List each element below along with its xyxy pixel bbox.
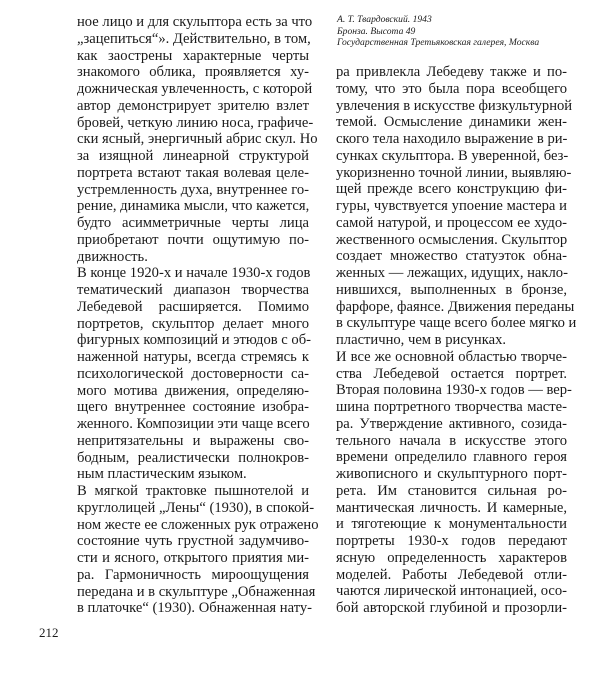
text-line: в платочке“ (1930). Обнаженная нату- xyxy=(77,600,313,617)
text-line: Вторая половина 1930-х годов — вер- xyxy=(336,382,572,399)
text-line: ского тела находило выражение в ри- xyxy=(336,131,568,147)
text-line: увлечения в искусстве физкультурной xyxy=(336,97,573,114)
text-line: пластично, чем в рисунках. xyxy=(336,332,507,348)
text-line: портрета встают такая волевая целе- xyxy=(77,164,309,181)
text-line: бровей, четкую линию носа, графиче- xyxy=(77,114,314,131)
caption-line: А. Т. Твардовский. 1943 xyxy=(337,14,432,25)
text-line: наженной натуры, всегда стремясь к xyxy=(77,349,309,365)
text-line: портреты 1930-х годов передают xyxy=(336,533,567,549)
text-line: ясную определенность характеров xyxy=(336,549,567,566)
text-line: ным пластическим языком. xyxy=(77,466,247,483)
text-line: состояние чуть грустной задумчиво- xyxy=(77,533,309,550)
text-line: приобретают почти ощутимую по- xyxy=(77,231,309,248)
paragraph xyxy=(336,348,572,617)
text-line: ра. Гармоничность мироощущения xyxy=(77,566,309,583)
text-line: фарфоре, фаянсе. Движения переданы xyxy=(336,298,575,315)
paragraph xyxy=(77,265,309,483)
text-line: передана и в скульптуре „Обнаженная xyxy=(77,583,316,600)
text-line: сунках скульптора. В уверенной, без- xyxy=(336,147,569,164)
text-line: будто асимметричные черты лица xyxy=(77,215,309,231)
text-line: нившихся, выполненных в бронзе, xyxy=(336,281,567,298)
text-line: мого мотива движения, определяю- xyxy=(77,382,309,399)
text-line: ра привлекла Лебедеву также и по- xyxy=(336,64,567,80)
text-line: самой натурой, и процессом ее худо- xyxy=(336,214,567,231)
text-line: бой авторской глубиной и прозорли- xyxy=(336,600,567,616)
text-line: тельного начала в искусстве этого xyxy=(336,432,567,449)
illustration-caption xyxy=(337,14,577,49)
text-line: за изящной линеарной структурой xyxy=(77,148,309,164)
text-line: автор демонстрирует зрителю взлет xyxy=(77,97,309,114)
text-line: психологической достоверности са- xyxy=(77,365,309,382)
text-line: как заострены характерные черты xyxy=(77,47,309,64)
text-line: В мягкой трактовке пышнотелой и xyxy=(77,483,309,499)
text-line: в скульптуре чаще всего более мягко и xyxy=(336,315,577,332)
text-line: гуры, чувствуется упоение мастера и xyxy=(336,198,567,214)
text-line: ра. Утверждение активного, созида- xyxy=(336,415,567,432)
text-line: ном жесте ее сложенных рук отражено xyxy=(77,516,319,533)
text-line: Лебедевой расширяется. Помимо xyxy=(77,298,309,315)
text-line: фигурных композиций и этюдов с об- xyxy=(77,332,311,349)
text-line: ное лицо и для скульптора есть за что xyxy=(77,14,313,30)
text-line: ства Лебедевой остается портрет. xyxy=(336,365,567,382)
text-line: сти и ясного, открытого приятия ми- xyxy=(77,550,309,566)
text-line: женного. Композиции эти чаще всего xyxy=(77,416,310,432)
text-line: рение, динамика мысли, что кажется, xyxy=(77,198,310,215)
text-line: моделей. Работы Лебедевой отли- xyxy=(336,566,567,583)
text-line: дожническая увлеченность, с которой xyxy=(77,81,313,97)
text-line: ски ясный, энергичный абрис скул. Но xyxy=(77,131,318,148)
text-line: непритязательны и выражены сво- xyxy=(77,432,309,449)
text-line: бодным, реалистически полнокров- xyxy=(77,449,309,466)
text-line: жественного осмысления. Скульптор xyxy=(336,231,568,248)
text-line: движность. xyxy=(77,248,148,265)
text-line: И все же основной областью творче- xyxy=(336,348,567,365)
text-line: знакомого облика, проявляется ху- xyxy=(77,64,309,81)
text-line: шина портретного творчества масте- xyxy=(336,399,567,415)
text-line: темой. Осмысление динамики жен- xyxy=(336,114,567,131)
text-line: живописного и скульптурного порт- xyxy=(336,466,567,482)
paragraph xyxy=(77,483,319,617)
text-line: создает множество статуэток обна- xyxy=(336,248,567,265)
text-line: мантическая личность. И камерные, xyxy=(336,499,567,516)
text-line: тематический диапазон творчества xyxy=(77,282,309,298)
text-line: щей прежде всего конструкцию фи- xyxy=(336,181,567,198)
text-line: чаются лирической интонацией, осо- xyxy=(336,583,567,600)
text-line: и тяготеющие к монументальности xyxy=(336,516,567,533)
paragraph xyxy=(77,14,318,265)
text-line: времени определило главного героя xyxy=(336,449,567,466)
text-line: женных — лежащих, идущих, накло- xyxy=(336,265,568,281)
text-line: В конце 1920-х и начале 1930-х годов xyxy=(77,265,311,282)
text-line: укоризненно точной линии, выявляю- xyxy=(336,164,572,181)
text-line: круглолицей „Лены“ (1930), в спокой- xyxy=(77,499,315,516)
paragraph xyxy=(336,64,577,349)
text-line: щего внутреннее состояние изобра- xyxy=(77,399,309,416)
text-line: „зацепиться“». Действительно, в том, xyxy=(77,30,311,47)
text-line: устремленность духа, внутреннее го- xyxy=(77,181,309,198)
page-number: 212 xyxy=(39,625,59,640)
text-line: рета. Им становится сильная ро- xyxy=(336,482,567,499)
text-line: портретов, скульптор делает много xyxy=(77,315,309,332)
caption-line: Государственная Третьяковская галерея, Москва xyxy=(337,37,540,48)
caption-line: Бронза. Высота 49 xyxy=(337,25,416,37)
text-line: тому, что это была пора всеобщего xyxy=(336,80,567,97)
right-text-column xyxy=(336,64,577,617)
left-text-column xyxy=(77,14,319,617)
